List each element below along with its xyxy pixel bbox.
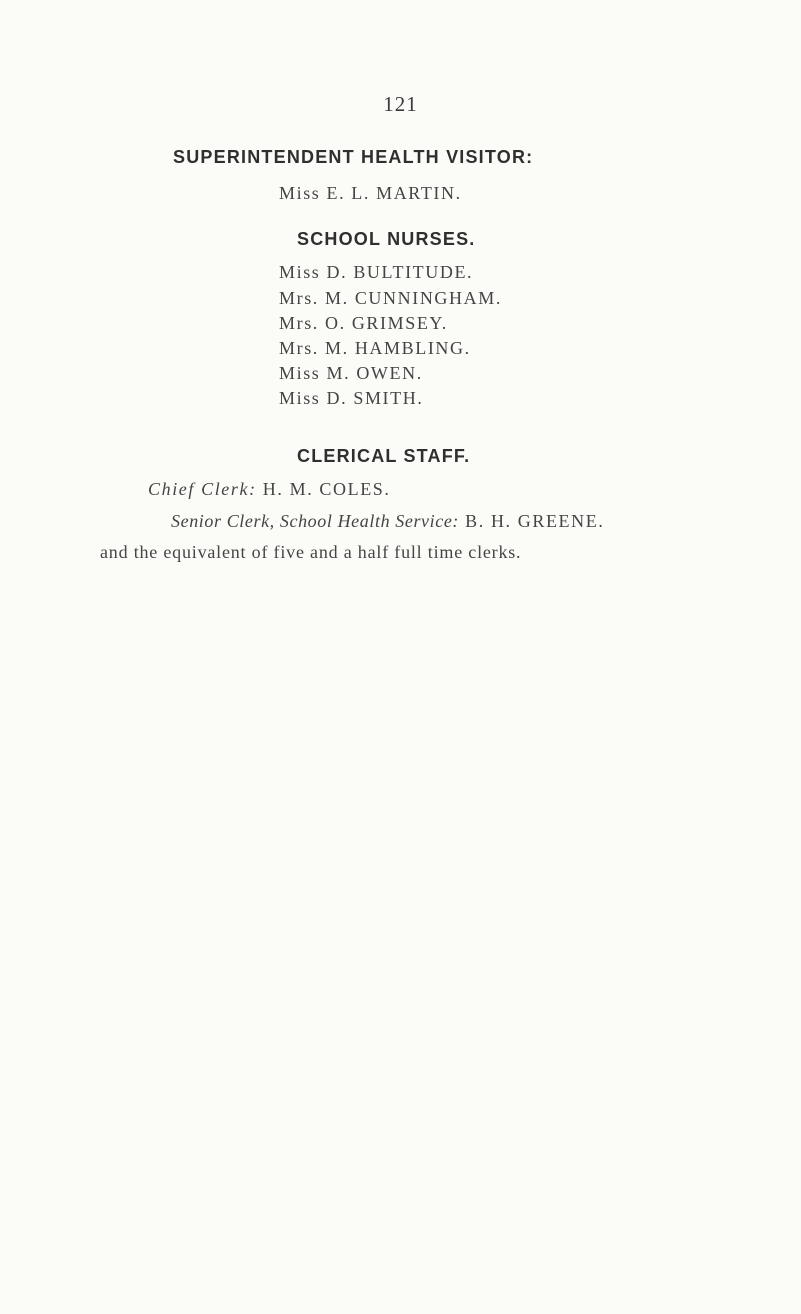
nurse-title: Mrs. [279, 313, 319, 333]
clerical-staff-heading: CLERICAL STAFF. [297, 446, 471, 466]
senior-clerk-name: B. H. GREENE. [465, 511, 605, 531]
nurse-list-item [279, 363, 423, 384]
chief-clerk-line [148, 479, 391, 500]
nurse-title: Miss [279, 363, 321, 383]
nurse-title: Miss [279, 262, 321, 282]
chief-clerk-label: Chief Clerk: [148, 479, 257, 499]
superintendent-name: Miss E. L. MARTIN. [279, 183, 462, 203]
school-nurses-heading: SCHOOL NURSES. [297, 229, 476, 249]
nurse-name: D. BULTITUDE. [326, 262, 474, 282]
nurse-title: Mrs. [279, 338, 319, 358]
chief-clerk-name: H. M. COLES. [262, 479, 391, 499]
nurse-list-item [279, 288, 502, 309]
nurse-name: M. OWEN. [326, 363, 423, 383]
senior-clerk-line [171, 511, 604, 532]
nurse-list-item [279, 262, 473, 283]
page-number: 121 [383, 92, 418, 116]
senior-clerk-label: Senior Clerk, School Health Service: [171, 511, 460, 531]
nurse-title: Mrs. [279, 288, 319, 308]
nurse-list-item [279, 388, 423, 409]
nurse-title: Miss [279, 388, 321, 408]
nurse-name: M. HAMBLING. [325, 338, 471, 358]
clerks-note: and the equivalent of five and a half full time clerks. [100, 542, 522, 562]
nurse-list-item [279, 313, 448, 334]
nurse-name: O. GRIMSEY. [325, 313, 448, 333]
nurse-list-item [279, 338, 471, 359]
nurse-name: D. SMITH. [326, 388, 424, 408]
superintendent-heading: SUPERINTENDENT HEALTH VISITOR: [173, 147, 534, 167]
nurse-name: M. CUNNINGHAM. [325, 288, 502, 308]
